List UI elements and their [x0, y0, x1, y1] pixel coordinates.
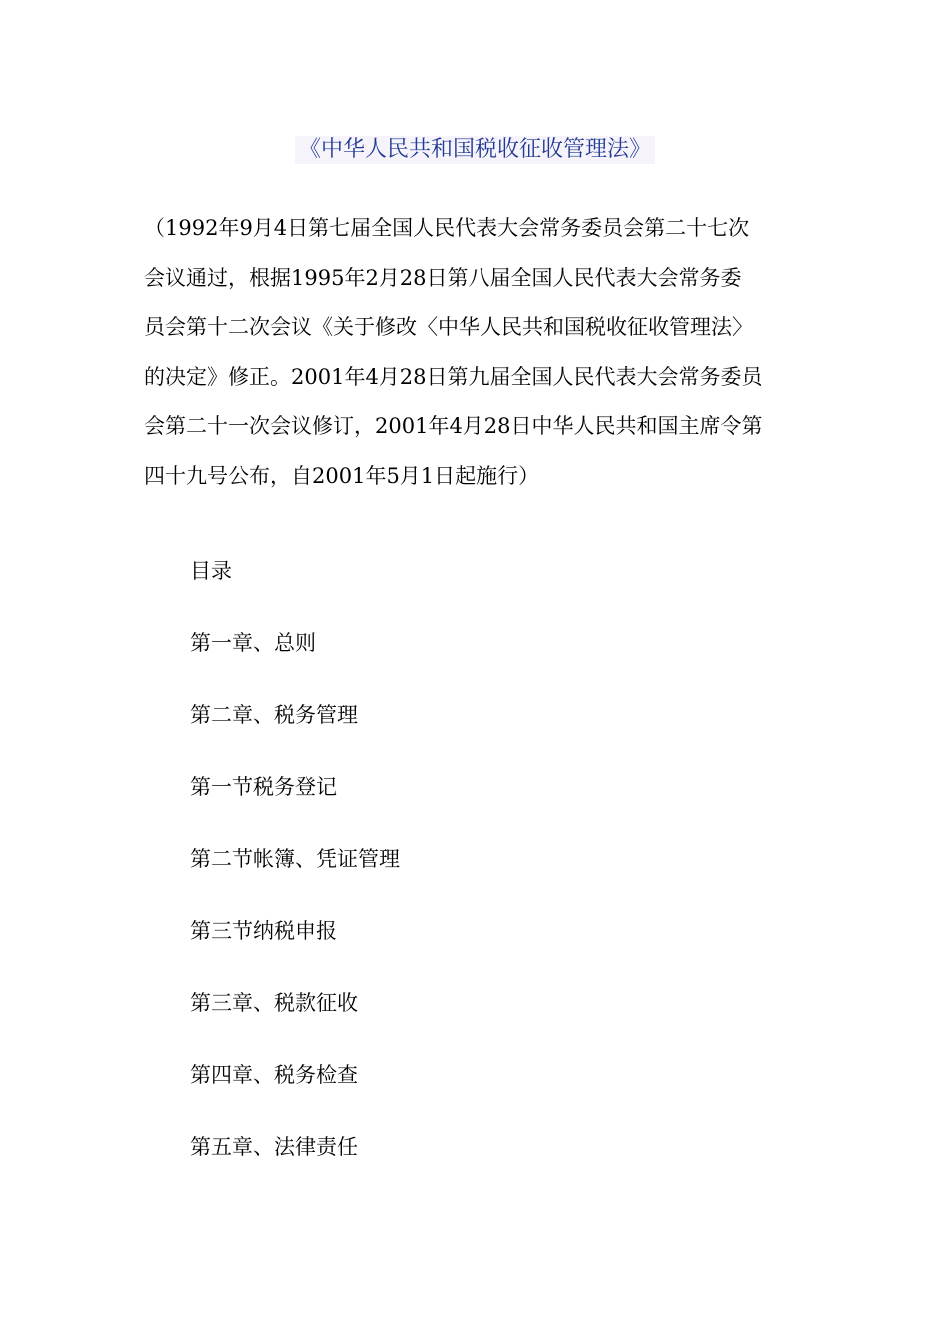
toc-item: 第五章、法律责任: [190, 1135, 358, 1159]
toc-item: 第一章、总则: [190, 631, 316, 655]
document-title: 《中华人民共和国税收征收管理法》: [295, 136, 655, 164]
toc-item: 第二节帐簿、凭证管理: [190, 847, 400, 871]
intro-line: 会第二十一次会议修订，2001年4月28日中华人民共和国主席令第: [144, 414, 763, 438]
toc-item: 第三节纳税申报: [190, 919, 337, 943]
toc-item: 第四章、税务检查: [190, 1063, 358, 1087]
intro-line: 会议通过，根据1995年2月28日第八届全国人民代表大会常务委: [144, 265, 742, 290]
toc-heading: 目录: [190, 559, 232, 583]
intro-line: 四十九号公布，自2001年5月1日起施行）: [144, 463, 540, 488]
toc-item: 第三章、税款征收: [190, 991, 358, 1015]
intro-line: 员会第十二次会议《关于修改〈中华人民共和国税收征收管理法〉: [144, 315, 753, 339]
intro-paragraph: [144, 204, 814, 501]
intro-line: 的决定》修正。2001年4月28日第九届全国人民代表大会常务委员: [144, 364, 763, 389]
title-container: [0, 136, 950, 164]
toc-item: 第一节税务登记: [190, 775, 337, 799]
toc-item: 第二章、税务管理: [190, 703, 358, 727]
intro-line: （1992年9月4日第七届全国人民代表大会常务委员会第二十七次: [144, 216, 750, 240]
